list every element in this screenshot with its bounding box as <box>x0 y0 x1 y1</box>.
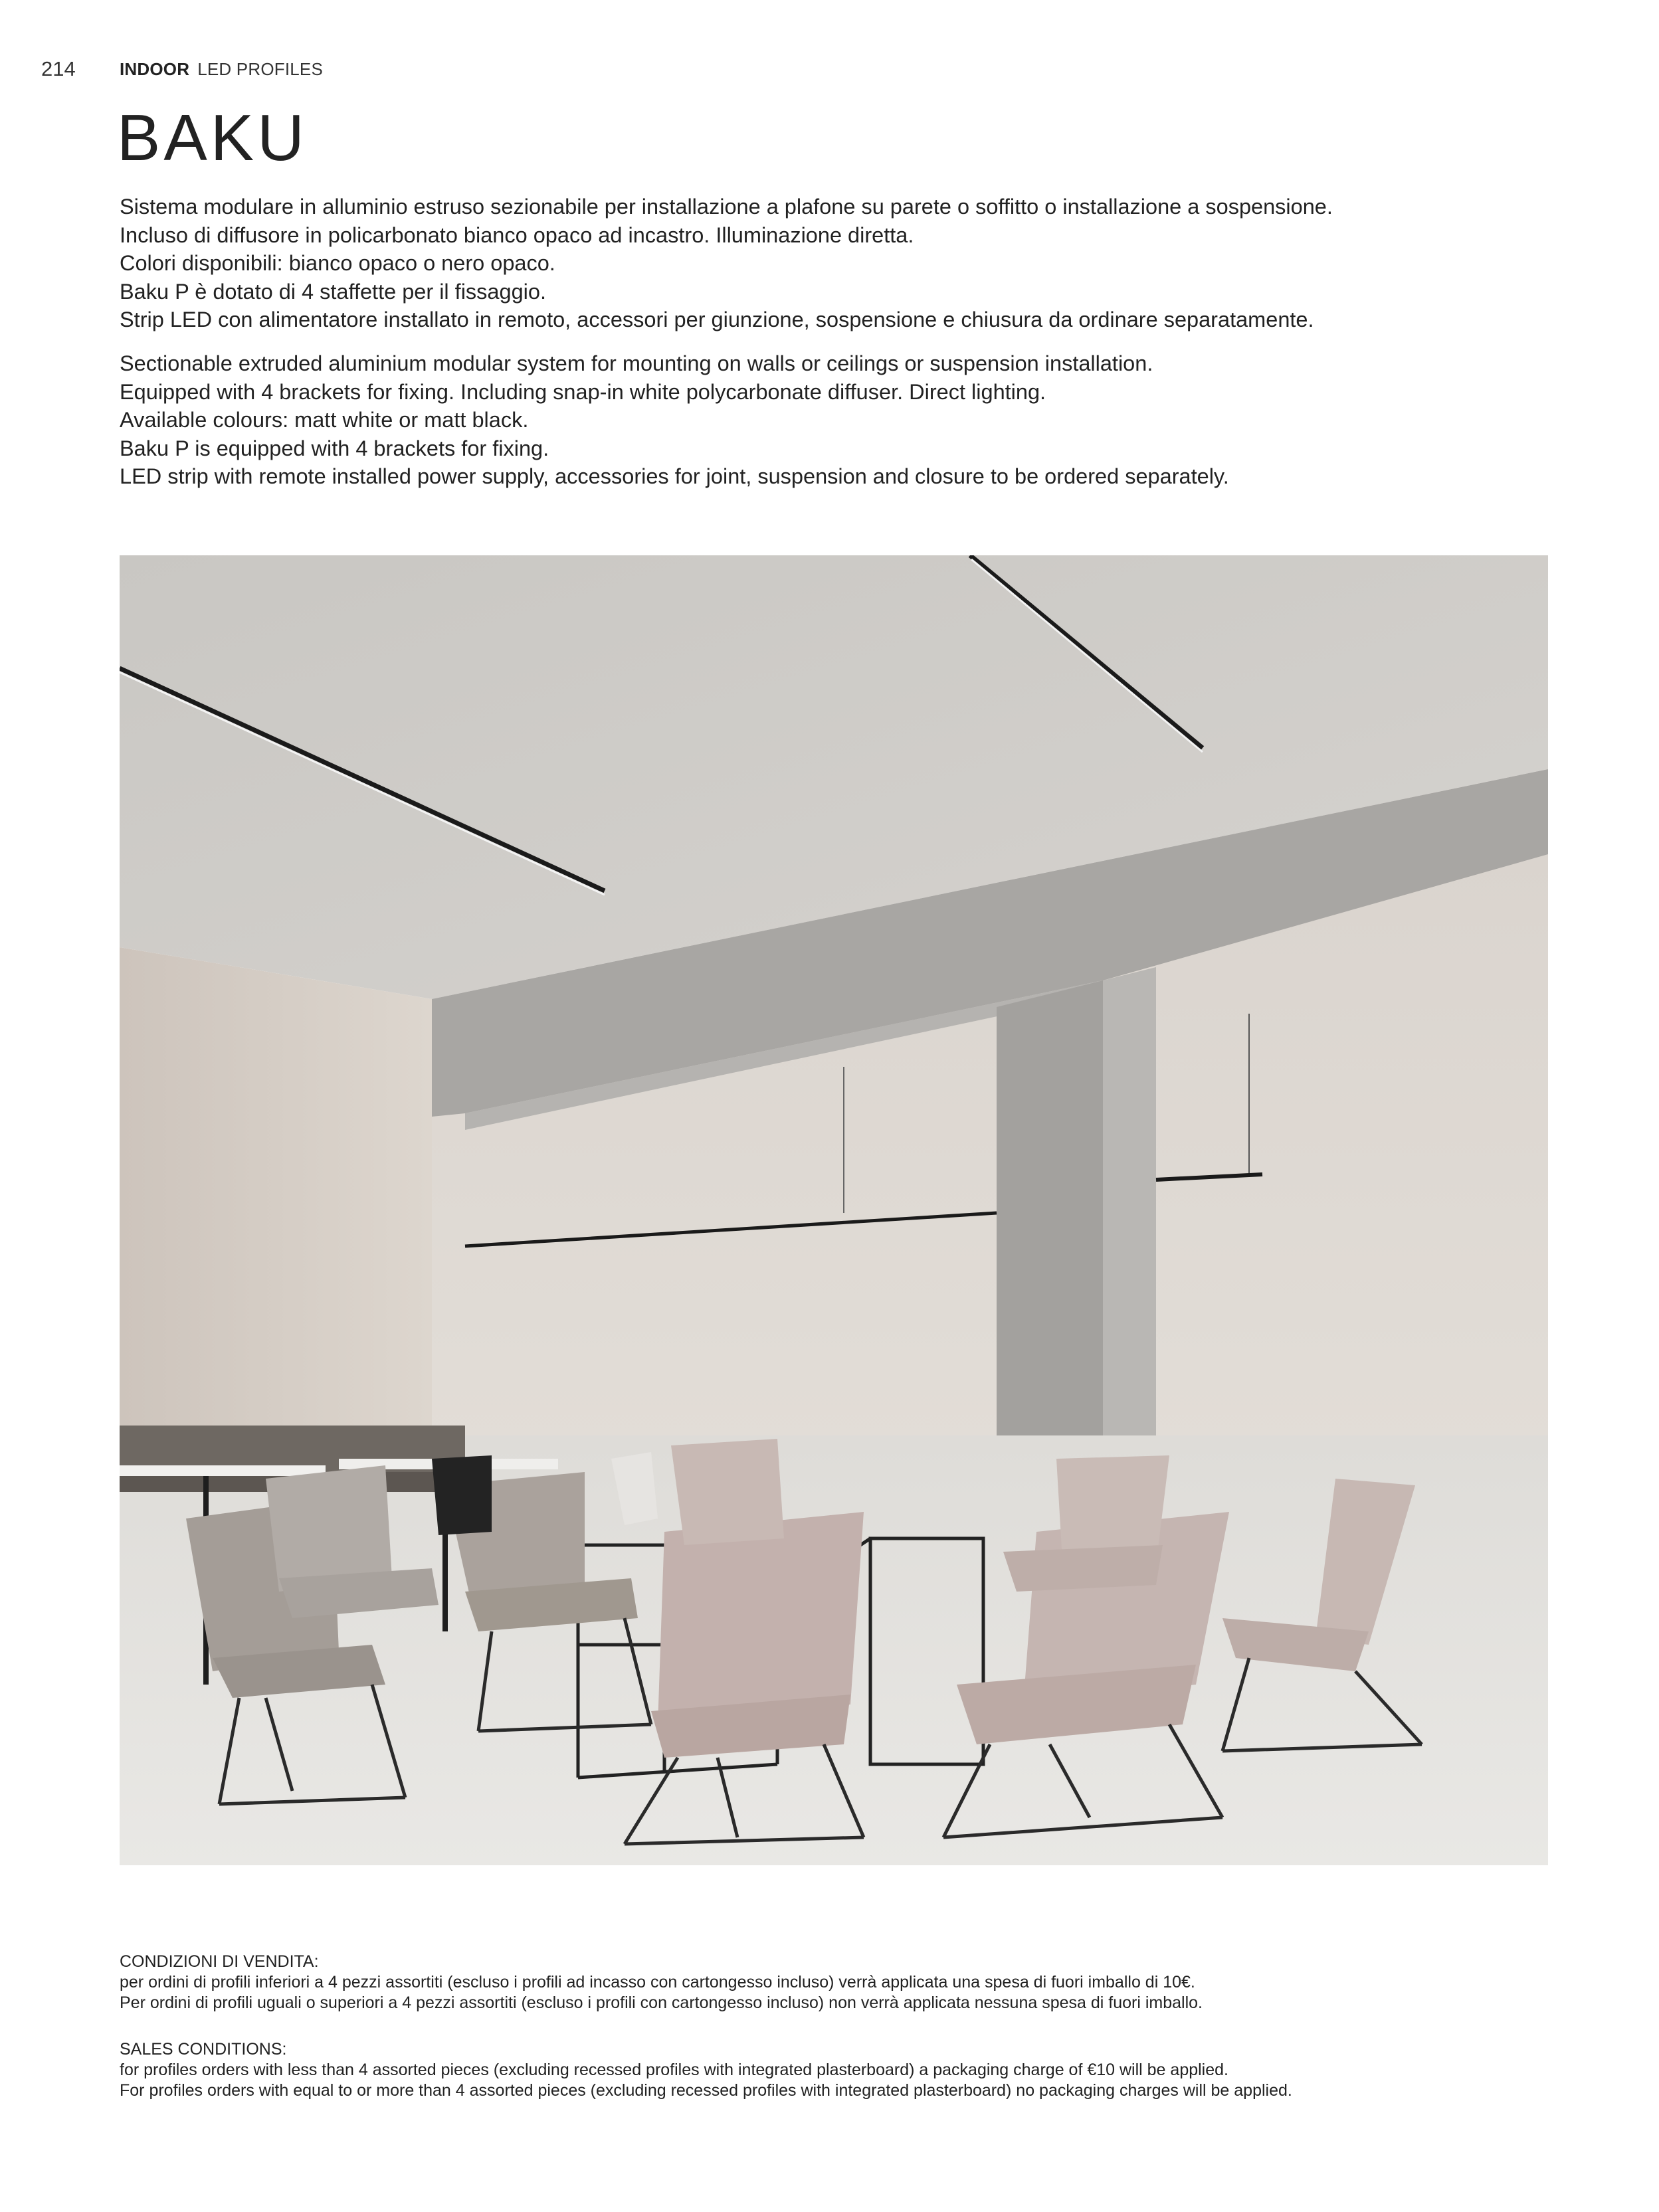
description-line: Strip LED con alimentatore installato in remoto, accessori per giunzione, sospensione e chiusura da ordinare separatamente. <box>120 308 1314 331</box>
concrete-column <box>997 980 1103 1440</box>
left-wall <box>120 947 432 1442</box>
concrete-column-side <box>1103 967 1156 1439</box>
conditions-line: for profiles orders with less than 4 assorted pieces (excluding recessed profiles with integrated plasterboard) a packaging charge of €10 will be applied. <box>120 2061 1228 2079</box>
description-line: Equipped with 4 brackets for fixing. Including snap-in white polycarbonate diffuser. Direct lighting. <box>120 379 1046 404</box>
chair <box>671 1439 784 1545</box>
description-line: Sistema modulare in alluminio estruso sezionabile per installazione a plafone su parete o soffitto o installazione a sospensione. <box>120 195 1333 219</box>
sales-conditions-english <box>120 2039 1292 2101</box>
description-line: Baku P is equipped with 4 brackets for fixing. <box>120 436 549 460</box>
sales-conditions-italian <box>120 1952 1203 2013</box>
description-line: Available colours: matt white or matt black. <box>120 408 529 432</box>
description-line: Baku P è dotato di 4 staffette per il fissaggio. <box>120 279 546 304</box>
subsection-label: LED PROFILES <box>197 59 323 79</box>
section-header <box>120 59 323 80</box>
page-number: 214 <box>41 57 76 80</box>
conditions-line: per ordini di profili inferiori a 4 pezzi assortiti (escluso i profili ad incasso con cartongesso incluso) verrà applicata una spesa di fuori imballo di 10€. <box>120 1973 1195 1991</box>
description-english <box>120 349 1229 491</box>
conditions-heading: CONDIZIONI DI VENDITA: <box>120 1952 319 1971</box>
description-line: Colori disponibili: bianco opaco o nero opaco. <box>120 251 555 275</box>
conditions-line: For profiles orders with equal to or more than 4 assorted pieces (excluding recessed profiles with integrated plasterboard) no packaging charges will be applied. <box>120 2081 1292 2100</box>
product-photo <box>120 555 1548 1865</box>
section-label: INDOOR <box>120 59 190 79</box>
product-title: BAKU <box>117 101 308 174</box>
conditions-line: Per ordini di profili uguali o superiori a 4 pezzi assortiti (escluso i profili con cartongesso incluso) non verrà applicata nessuna spesa di fuori imballo. <box>120 1993 1203 2012</box>
table-top <box>120 1465 326 1476</box>
description-line: Incluso di diffusore in policarbonato bianco opaco ad incastro. Illuminazione diretta. <box>120 223 914 247</box>
description-line: Sectionable extruded aluminium modular system for mounting on walls or ceilings or suspension installation. <box>120 351 1153 375</box>
description-italian <box>120 193 1333 334</box>
conditions-heading: SALES CONDITIONS: <box>120 2040 287 2059</box>
description-line: LED strip with remote installed power supply, accessories for joint, suspension and closure to be ordered separately. <box>120 464 1229 488</box>
